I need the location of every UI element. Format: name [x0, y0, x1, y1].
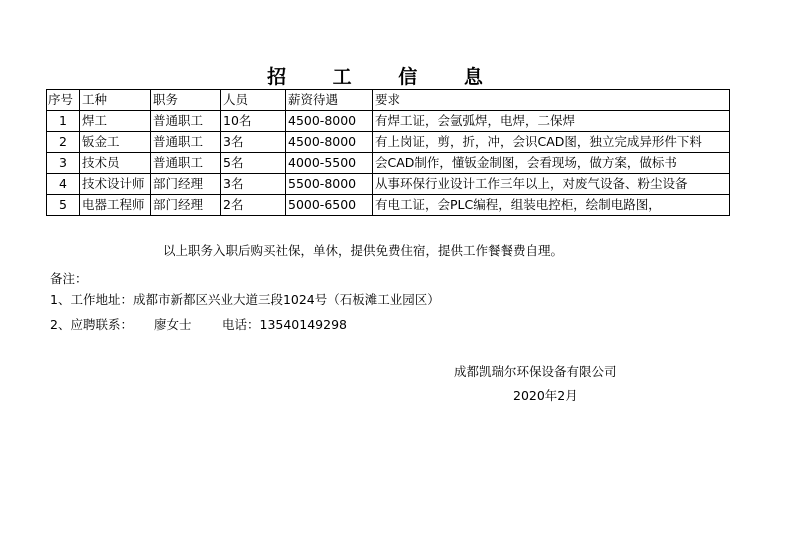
page-title: 招 工 信 息	[267, 66, 503, 88]
cell-salary: 4000-5500	[286, 153, 373, 174]
header-cell: 序号	[47, 90, 80, 111]
cell-requirements: 有焊工证，会氩弧焊，电焊，二保焊	[373, 111, 730, 132]
table-row	[47, 111, 730, 132]
cell-job-type: 技术设计师	[80, 174, 151, 195]
table-row	[47, 153, 730, 174]
cell-requirements: 会CAD制作，懂钣金制图，会看现场，做方案，做标书	[373, 153, 730, 174]
cell-salary: 5500-8000	[286, 174, 373, 195]
contact-name: 廖女士	[154, 317, 192, 332]
contact-phone: 电话：13540149298	[222, 317, 347, 332]
work-address: 1、工作地址：成都市新都区兴业大道三段1024号（石板滩工业园区）	[50, 292, 440, 307]
header-cell: 薪资待遇	[286, 90, 373, 111]
cell-job-type: 焊工	[80, 111, 151, 132]
company-name: 成都凯瑞尔环保设备有限公司	[454, 364, 617, 379]
header-cell: 工种	[80, 90, 151, 111]
cell-job-type: 钣金工	[80, 132, 151, 153]
header-cell: 要求	[373, 90, 730, 111]
recruitment-table	[46, 89, 730, 216]
cell-job-type: 电器工程师	[80, 195, 151, 216]
cell-job-type: 技术员	[80, 153, 151, 174]
cell-headcount: 3名	[221, 174, 286, 195]
cell-headcount: 5名	[221, 153, 286, 174]
cell-salary: 5000-6500	[286, 195, 373, 216]
header-cell: 人员	[221, 90, 286, 111]
cell-number: 1	[47, 111, 80, 132]
cell-number: 4	[47, 174, 80, 195]
cell-headcount: 10名	[221, 111, 286, 132]
cell-position: 部门经理	[151, 195, 221, 216]
cell-headcount: 3名	[221, 132, 286, 153]
cell-salary: 4500-8000	[286, 132, 373, 153]
table-row	[47, 132, 730, 153]
benefits-note: 以上职务入职后购买社保，单休，提供免费住宿，提供工作餐餐费自理。	[163, 243, 564, 258]
remark-label: 备注：	[50, 271, 88, 286]
cell-number: 5	[47, 195, 80, 216]
cell-position: 普通职工	[151, 153, 221, 174]
cell-salary: 4500-8000	[286, 111, 373, 132]
cell-position: 普通职工	[151, 111, 221, 132]
table-row	[47, 174, 730, 195]
contact-info	[50, 315, 347, 333]
cell-number: 3	[47, 153, 80, 174]
table-header-row	[47, 90, 730, 111]
cell-headcount: 2名	[221, 195, 286, 216]
issue-date: 2020年2月	[513, 388, 578, 403]
header-cell: 职务	[151, 90, 221, 111]
table-row	[47, 195, 730, 216]
cell-requirements: 从事环保行业设计工作三年以上，对废气设备、粉尘设备	[373, 174, 730, 195]
cell-position: 普通职工	[151, 132, 221, 153]
contact-label: 2、应聘联系：	[50, 317, 133, 332]
cell-number: 2	[47, 132, 80, 153]
cell-requirements: 有上岗证，剪，折，冲，会识CAD图，独立完成异形件下料	[373, 132, 730, 153]
cell-requirements: 有电工证，会PLC编程，组装电控柜，绘制电路图，	[373, 195, 730, 216]
cell-position: 部门经理	[151, 174, 221, 195]
